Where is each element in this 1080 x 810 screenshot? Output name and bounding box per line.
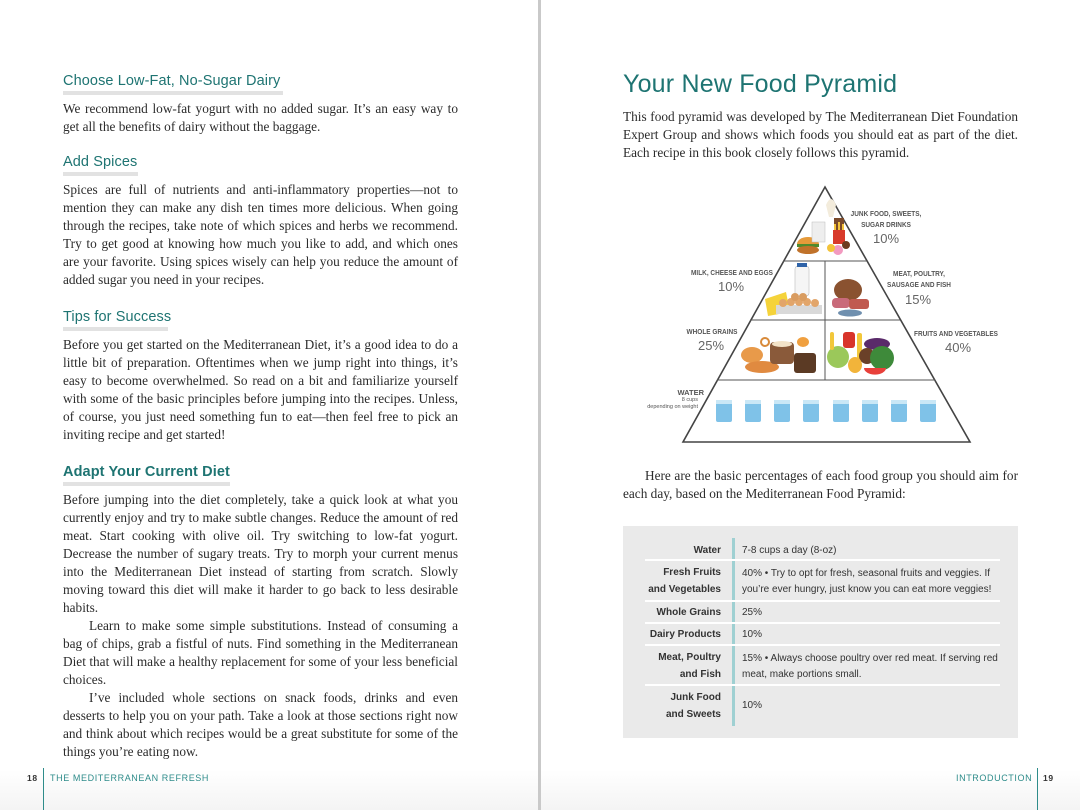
row-group: Whole Grains (656, 607, 721, 618)
paragraph: Learn to make some simple substitutions. Instead of consuming a bag of chips, grab a fistful of nuts. Find something in the Mediterranean Diet that will make a healthy replacement for some of your less beneficial choices. (63, 618, 458, 687)
row-separator (645, 600, 1000, 602)
pyramid-label-junk (847, 209, 925, 230)
label-line: SUGAR DRINKS (861, 219, 911, 229)
row-group (640, 649, 721, 683)
book-gutter (538, 0, 541, 810)
lead-in-paragraph: Here are the basic percentages of each food group you should aim for each day, based on the Mediterranean Food Pyramid: (623, 468, 1018, 501)
paragraph: We recommend low-fat yogurt with no added sugar. It’s an easy way to get all the benefits of dairy without the baggage. (63, 101, 458, 134)
row-group (640, 564, 721, 598)
pyramid-label-grains: WHOLE GRAINS (686, 327, 738, 336)
heading-text: Tips for Success (63, 309, 172, 325)
paragraph: Spices are full of nutrients and anti-inflammatory properties—not to mention they can make any dish ten times more delicious. When going through the recipes, take note of which spices and herbs we recommend. Try to get good at knowing how much you like to add, and which ones are your favorite. Using spices wisely can help you reduce the amount of added sugar you need in your recipes. (63, 182, 458, 287)
row-value: 25% (742, 607, 763, 618)
section-heading-tips (63, 309, 171, 325)
running-head-text: INTRODUCTION (956, 773, 1033, 783)
section-heading-dairy (63, 73, 280, 89)
row-value: 10% (742, 629, 763, 640)
pyramid-pct-grains: 25% (697, 338, 725, 353)
table-column-rule (732, 538, 735, 726)
running-head-text: THE MEDITERRANEAN REFRESH (50, 773, 210, 783)
label-line: MEAT, POULTRY, (893, 269, 945, 278)
water-glass-icon (833, 400, 849, 422)
group-line: and Fish (679, 669, 721, 680)
pyramid-label-water: WATER (677, 388, 704, 397)
water-glass-icon (745, 400, 761, 422)
label-line: JUNK FOOD, SWEETS, (850, 209, 922, 218)
row-separator (645, 684, 1000, 686)
intro-paragraph: This food pyramid was developed by The Mediterranean Diet Foundation Expert Group and shows which foods you should eat as part of the diet. Each recipe in this book closely follows this pyramid. (623, 109, 1018, 160)
heading-underline (63, 172, 138, 176)
section-body-adapt (63, 491, 458, 761)
page-number: 18 (27, 773, 38, 783)
section-heading-adapt (63, 464, 230, 480)
row-separator (645, 559, 1000, 561)
heading-underline (63, 91, 283, 95)
section-body-tips (63, 336, 458, 444)
label-line: SAUSAGE AND FISH (887, 279, 951, 289)
pyramid-water-note (630, 397, 698, 411)
group-line: Fresh Fruits (663, 567, 721, 578)
water-glass-icon (862, 400, 878, 422)
group-line: and Sweets (665, 709, 721, 720)
right-footer (1043, 773, 1054, 783)
group-line: and Vegetables (648, 584, 721, 595)
pyramid-pct-junk: 10% (872, 231, 900, 246)
footer-divider (43, 768, 44, 810)
water-glass-icon (774, 400, 790, 422)
row-group: Water (693, 545, 721, 556)
row-group: Dairy Products (649, 629, 721, 640)
row-separator (645, 644, 1000, 646)
water-glass-icon (803, 400, 819, 422)
section-body-spices (63, 181, 458, 289)
right-running-head (956, 773, 1032, 783)
row-group (640, 689, 721, 723)
group-line: Meat, Poultry (658, 652, 721, 663)
pyramid-pct-dairy: 10% (717, 279, 745, 294)
row-value: 15% • Always choose poultry over red meat. If serving red meat, make portions small. (742, 653, 998, 680)
paragraph: I’ve included whole sections on snack foods, drinks and even desserts to help you on your path. Take a look at those sections right now and think about which recipes would be a great substitute for some of the things you’re eating now. (63, 690, 458, 759)
footer-divider (1037, 768, 1038, 810)
food-group-table (623, 526, 1018, 738)
water-note-line: 8 cups (681, 397, 698, 403)
section-heading-spices (63, 154, 137, 170)
heading-text: Adapt Your Current Diet (63, 464, 230, 480)
pyramid-pct-meat: 15% (904, 292, 932, 307)
heading-underline (63, 327, 168, 331)
group-line: Junk Food (670, 692, 721, 703)
pyramid-label-meat (880, 269, 958, 290)
pyramid-pct-fruits: 40% (944, 340, 972, 355)
paragraph: Before you get started on the Mediterranean Diet, it’s a good idea to do a little bit of preparation. Oftentimes when we jump right into things, it’s easy to become overwhelmed. So read on a bit and familiarize yourself with some of the basic principles before jumping into the recipes. Unless, of course, you just need something fun to eat—then feel free to pick an inviting recipe and get started! (63, 337, 458, 442)
left-footer (27, 773, 38, 783)
water-glass-icon (920, 400, 936, 422)
running-head (50, 773, 209, 783)
heading-text: Add Spices (63, 154, 138, 170)
page-title: Your New Food Pyramid (623, 70, 898, 98)
heading-underline (63, 482, 230, 486)
page-number: 19 (1043, 773, 1054, 783)
section-body-dairy (63, 100, 458, 136)
water-glass-icon (716, 400, 732, 422)
paragraph: Before jumping into the diet completely, take a quick look at what you currently enjoy and try to make subtle changes. Reduce the amount of red meat. Start cooking with olive oil. Try switching to low-fat yogurt. Decrease the number of sugary treats. Try to morph your current menus into the Mediterranean Diet instead of starting from scratch. Slowly moving toward this diet will make it harder to go back to less desirable habits. (63, 492, 458, 615)
row-value: 40% • Try to opt for fresh, seasonal fruits and veggies. If you’re ever hungry, just know you can eat more veggies! (742, 568, 992, 595)
row-separator (645, 622, 1000, 624)
pyramid-label-dairy: MILK, CHEESE AND EGGS (691, 268, 773, 277)
heading-text: Choose Low-Fat, No-Sugar Dairy (63, 73, 281, 89)
row-value: 7-8 cups a day (8-oz) (742, 545, 837, 556)
water-glass-icon (891, 400, 907, 422)
row-value: 10% (742, 700, 763, 711)
water-note-line: depending on weight (647, 404, 698, 410)
pyramid-label-fruits: FRUITS AND VEGETABLES (914, 329, 998, 338)
